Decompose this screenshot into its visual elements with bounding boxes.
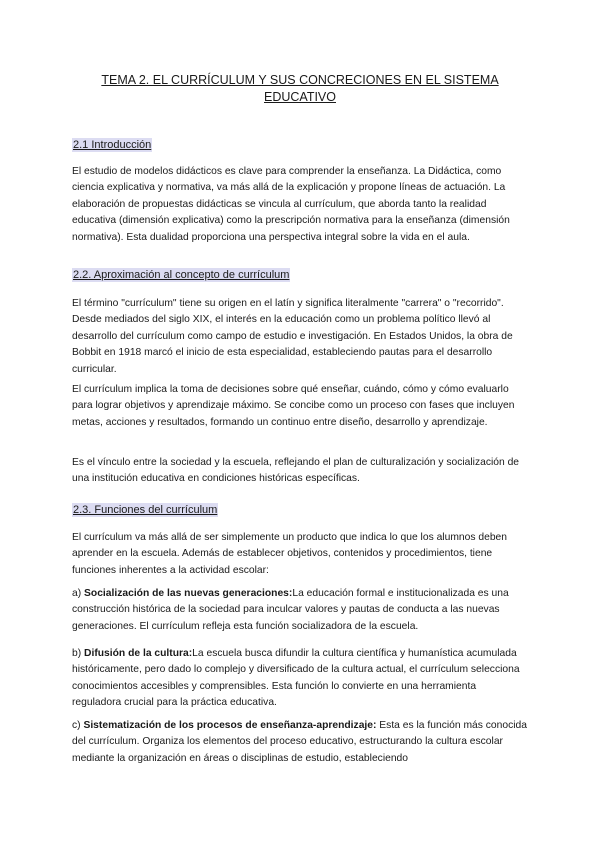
item-bold-title: Difusión de la cultura: xyxy=(84,648,193,659)
item-bold-title: Socialización de las nuevas generaciones: xyxy=(84,588,293,599)
item-prefix: b) xyxy=(72,648,85,659)
item-prefix: a) xyxy=(72,588,85,599)
paragraph-toma-decisiones: El currículum implica la toma de decisiones sobre qué enseñar, cuándo, cómo y cómo evaluarlo para lograr objetivos y aprendizaje máximo. Se concibe como un proceso con fases que incluyen metas, acciones y resultados, formando un continuo entre diseño, desarrollo y aprendizaje. xyxy=(72,384,515,428)
section-heading-concepto: 2.2. Aproximación al concepto de currículum xyxy=(73,269,290,281)
title-line-1: TEMA 2. EL CURRÍCULUM Y SUS CONCRECIONES EN EL SISTEMA xyxy=(101,73,499,87)
item-text: Esta es la función más conocida del currículum. Organiza los elementos del proceso educativo, estructurando la cultura escolar mediante la organización en áreas o disciplinas de estudio, estableciendo xyxy=(72,720,527,764)
item-prefix: c) xyxy=(72,720,84,731)
paragraph-origen-curriculum: El término "currículum" tiene su origen en el latín y significa literalmente "carrera" o "recorrido". Desde mediados del siglo XIX, el interés en la educación como un problema político llevó al desarrollo del currículum como campo de estudio e investigación. En Estados Unidos, la obra de Bobbit en 1918 marcó el inicio de esta especialidad, estableciendo pautas para el desarrollo curricular. xyxy=(72,298,513,375)
paragraph-introduccion: El estudio de modelos didácticos es clave para comprender la enseñanza. La Didáctica, como ciencia explicativa y normativa, va más allá de la explicación y propone líneas de actuación. La elaboración de propuestas didácticas se vincula al currículum, que aborda tanto la realidad educativa (dimensión explicativa) como la prescripción normativa para la enseñanza (dimensión normativa). Esta dualidad proporciona una perspectiva integral sobre la vida en el aula. xyxy=(72,166,510,243)
list-item-sistematizacion xyxy=(72,718,528,767)
document-title xyxy=(70,72,530,106)
item-text: La educación formal e institucionalizada es una construcción histórica de la sociedad para inculcar valores y pautas de conducta a las nuevas generaciones. El currículum refleja esta función socializadora de la escuela. xyxy=(72,588,509,632)
list-item-socializacion xyxy=(72,586,528,635)
title-line-2: EDUCATIVO xyxy=(264,90,336,104)
section-heading-funciones: 2.3. Funciones del currículum xyxy=(73,504,218,516)
paragraph-vinculo-sociedad: Es el vínculo entre la sociedad y la escuela, reflejando el plan de culturalización y socialización de una institución educativa en condiciones históricas específicas. xyxy=(72,457,520,485)
list-item-difusion-cultura xyxy=(72,646,528,712)
paragraph-funciones-intro: El currículum va más allá de ser simplemente un producto que indica lo que los alumnos deben aprender en la escuela. Además de establecer objetivos, contenidos y procedimientos, tiene funciones inherentes a la actividad escolar: xyxy=(72,532,507,576)
section-heading-introduccion: 2.1 Introducción xyxy=(73,139,152,151)
item-bold-title: Sistematización de los procesos de enseñanza-aprendizaje: xyxy=(83,720,377,731)
item-text: La escuela busca difundir la cultura científica y humanística acumulada históricamente, pero dado lo complejo y diversificado de la cultura actual, el currículum selecciona conocimientos accesibles y comprensibles. Esta función lo convierte en una herramienta reguladora crucial para la práctica educativa. xyxy=(72,648,520,709)
